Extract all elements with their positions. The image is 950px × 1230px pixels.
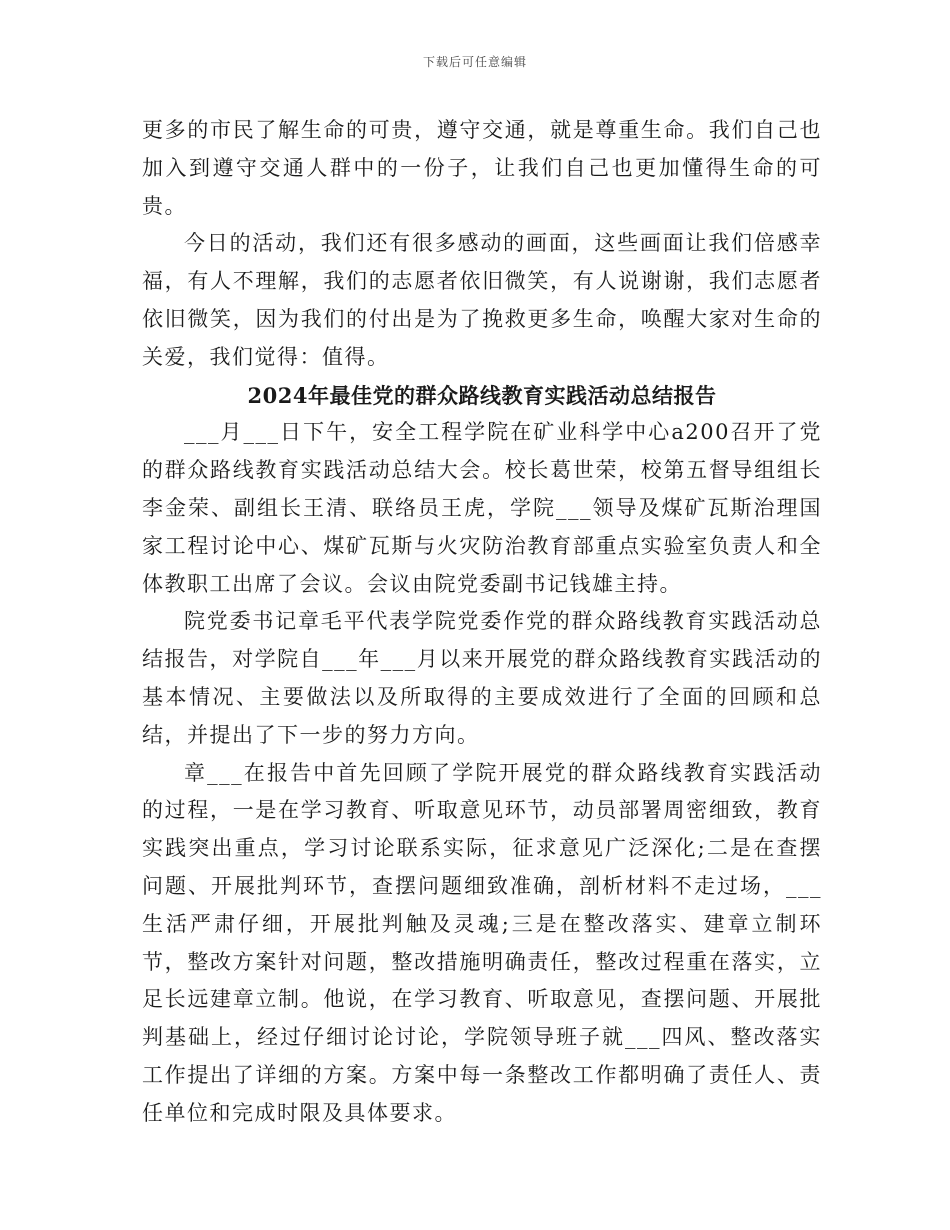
paragraph: 今日的活动，我们还有很多感动的画面，这些画面让我们倍感幸福，有人不理解，我们的志愿者依旧微笑，有人说谢谢，我们志愿者依旧微笑，因为我们的付出是为了挽救更多生命，唤醒大家对生命的关爱，我们觉得：值得。	[142, 231, 822, 369]
document-body	[142, 112, 822, 1133]
paragraph: 章___在报告中首先回顾了学院开展党的群众路线教育实践活动的过程，一是在学习教育、听取意见环节，动员部署周密细致，教育实践突出重点，学习讨论联系实际，征求意见广泛深化;二是在查摆问题、开展批判环节，查摆问题细致准确，剖析材料不走过场，___生活严肃仔细，开展批判触及灵魂;三是在整改落实、建章立制环节，整改方案针对问题，整改措施明确责任，整改过程重在落实，立足长远建章立制。他说，在学习教育、听取意见，查摆问题、开展批判基础上，经过仔细讨论讨论，学院领导班子就___四风、整改落实工作提出了详细的方案。方案中每一条整改工作都明确了责任人、责任单位和完成时限及具体要求。	[142, 760, 822, 1125]
paragraph: ___月___日下午，安全工程学院在矿业科学中心a200召开了党的群众路线教育实践活动总结大会。校长葛世荣，校第五督导组组长李金荣、副组长王清、联络员王虎，学院___领导及煤矿瓦斯治理国家工程讨论中心、煤矿瓦斯与火灾防治教育部重点实验室负责人和全体教职工出席了会议。会议由院党委副书记钱雄主持。	[142, 420, 822, 596]
paragraph: 院党委书记章毛平代表学院党委作党的群众路线教育实践活动总结报告，对学院自___年___月以来开展党的群众路线教育实践活动的基本情况、主要做法以及所取得的主要成效进行了全面的回顾和总结，并提出了下一步的努力方向。	[142, 609, 822, 747]
page-header-note: 下载后可任意编辑	[422, 55, 527, 69]
section-title: 2024年最佳党的群众路线教育实践活动总结报告	[247, 382, 717, 408]
paragraph-continued: 更多的市民了解生命的可贵，遵守交通，就是尊重生命。我们自己也加入到遵守交通人群中的一份子，让我们自己也更加懂得生命的可贵。	[142, 118, 822, 218]
